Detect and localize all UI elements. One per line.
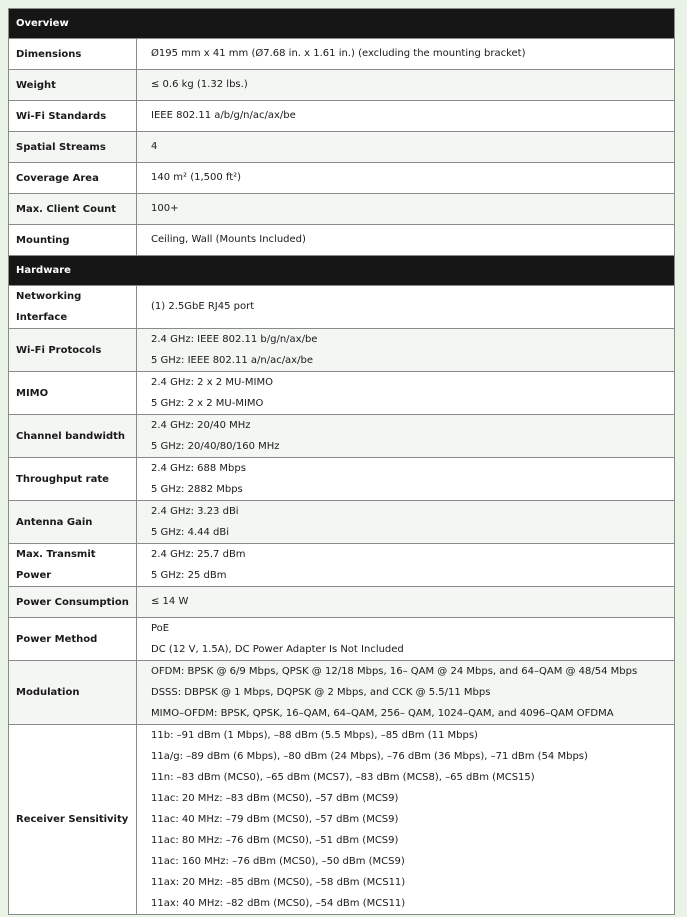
spec-label: Wi-Fi Protocols (9, 329, 137, 372)
spec-row-power-consumption (9, 587, 675, 618)
spec-value-line: ≤ 14 W (151, 596, 189, 607)
spec-value-line: 11ax: 20 MHz: –85 dBm (MCS0), –58 dBm (MCS11) (151, 877, 406, 888)
spec-label: Mounting (9, 225, 137, 256)
spec-row-power-method (9, 618, 675, 661)
spec-value-line: 11ac: 160 MHz: –76 dBm (MCS0), –50 dBm (MCS9) (151, 856, 405, 867)
spec-value-line: 11n: –83 dBm (MCS0), –65 dBm (MCS7), –83 dBm (MCS8), –65 dBm (MCS15) (151, 772, 535, 783)
spec-value-line: 5 GHz: 20/40/80/160 MHz (151, 441, 280, 452)
spec-value (137, 329, 675, 372)
spec-value-line: IEEE 802.11 a/b/g/n/ac/ax/be (151, 110, 296, 121)
spec-value-line: ≤ 0.6 kg (1.32 lbs.) (151, 79, 248, 90)
spec-value-line: 2.4 GHz: IEEE 802.11 b/g/n/ax/be (151, 334, 318, 345)
section-title: Hardware (9, 256, 675, 286)
spec-label: Spatial Streams (9, 132, 137, 163)
section-title: Overview (9, 9, 675, 39)
spec-row-throughput-rate (9, 458, 675, 501)
spec-label: Dimensions (9, 39, 137, 70)
spec-value (137, 39, 675, 70)
spec-value-line: (1) 2.5GbE RJ45 port (151, 301, 255, 312)
spec-value (137, 501, 675, 544)
spec-row-max-transmit-power (9, 544, 675, 587)
spec-value-line: DC (12 V, 1.5A), DC Power Adapter Is Not Included (151, 644, 404, 655)
spec-value-line: 2.4 GHz: 3.23 dBi (151, 506, 239, 517)
spec-value (137, 618, 675, 661)
spec-value-line: 11ax: 40 MHz: –82 dBm (MCS0), –54 dBm (MCS11) (151, 898, 406, 909)
spec-row-dimensions (9, 39, 675, 70)
section-header-hardware (9, 256, 675, 286)
spec-value-line: DSSS: DBPSK @ 1 Mbps, DQPSK @ 2 Mbps, and CCK @ 5.5/11 Mbps (151, 687, 491, 698)
spec-label: Wi-Fi Standards (9, 101, 137, 132)
spec-value-line: 11ac: 20 MHz: –83 dBm (MCS0), –57 dBm (MCS9) (151, 793, 399, 804)
spec-label: Throughput rate (9, 458, 137, 501)
spec-value-line: 11a/g: –89 dBm (6 Mbps), –80 dBm (24 Mbps), –76 dBm (36 Mbps), –71 dBm (54 Mbps) (151, 751, 588, 762)
spec-row-receiver-sensitivity (9, 725, 675, 915)
spec-value (137, 194, 675, 225)
spec-value (137, 661, 675, 725)
spec-row-weight (9, 70, 675, 101)
spec-value-line: 5 GHz: 2 x 2 MU-MIMO (151, 398, 264, 409)
spec-value-line: 11ac: 40 MHz: –79 dBm (MCS0), –57 dBm (MCS9) (151, 814, 399, 825)
spec-value (137, 132, 675, 163)
spec-label: Receiver Sensitivity (9, 725, 137, 915)
spec-label: Antenna Gain (9, 501, 137, 544)
spec-value-line: Ceiling, Wall (Mounts Included) (151, 234, 306, 245)
spec-label: Weight (9, 70, 137, 101)
spec-value (137, 587, 675, 618)
spec-row-wi-fi-protocols (9, 329, 675, 372)
spec-value-line: 11ac: 80 MHz: –76 dBm (MCS0), –51 dBm (MCS9) (151, 835, 399, 846)
spec-value-line: 100+ (151, 203, 179, 214)
spec-label: Power Method (9, 618, 137, 661)
spec-label: Max. Transmit Power (9, 544, 137, 587)
spec-value (137, 415, 675, 458)
spec-value (137, 458, 675, 501)
spec-value (137, 225, 675, 256)
spec-sheet (8, 8, 675, 915)
spec-value (137, 101, 675, 132)
spec-value-line: 5 GHz: 4.44 dBi (151, 527, 230, 538)
spec-row-channel-bandwidth (9, 415, 675, 458)
spec-value-line: 5 GHz: 2882 Mbps (151, 484, 243, 495)
spec-label: MIMO (9, 372, 137, 415)
spec-value (137, 286, 675, 329)
spec-row-mounting (9, 225, 675, 256)
spec-value-line: 2.4 GHz: 2 x 2 MU-MIMO (151, 377, 273, 388)
spec-table (8, 8, 675, 915)
spec-label: Networking Interface (9, 286, 137, 329)
spec-label: Modulation (9, 661, 137, 725)
spec-value-line: PoE (151, 623, 170, 634)
spec-value-line: 5 GHz: 25 dBm (151, 570, 227, 581)
spec-value-line: MIMO–OFDM: BPSK, QPSK, 16–QAM, 64–QAM, 256– QAM, 1024–QAM, and 4096–QAM OFDMA (151, 708, 614, 719)
spec-label: Channel bandwidth (9, 415, 137, 458)
spec-value-line: 5 GHz: IEEE 802.11 a/n/ac/ax/be (151, 355, 313, 366)
spec-value-line: 140 m² (1,500 ft²) (151, 172, 242, 183)
spec-label: Coverage Area (9, 163, 137, 194)
spec-row-max-client-count (9, 194, 675, 225)
spec-value (137, 725, 675, 915)
spec-value (137, 163, 675, 194)
spec-value-line: 2.4 GHz: 688 Mbps (151, 463, 246, 474)
spec-row-wi-fi-standards (9, 101, 675, 132)
spec-value-line: 4 (151, 141, 158, 152)
spec-label: Power Consumption (9, 587, 137, 618)
spec-row-spatial-streams (9, 132, 675, 163)
spec-row-networking-interface (9, 286, 675, 329)
spec-row-mimo (9, 372, 675, 415)
spec-label: Max. Client Count (9, 194, 137, 225)
spec-value-line: 2.4 GHz: 20/40 MHz (151, 420, 251, 431)
spec-value-line: 2.4 GHz: 25.7 dBm (151, 549, 246, 560)
spec-value (137, 372, 675, 415)
section-header-overview (9, 9, 675, 39)
spec-row-coverage-area (9, 163, 675, 194)
spec-row-antenna-gain (9, 501, 675, 544)
spec-value-line: OFDM: BPSK @ 6/9 Mbps, QPSK @ 12/18 Mbps, 16– QAM @ 24 Mbps, and 64–QAM @ 48/54 Mbps (151, 666, 638, 677)
spec-row-modulation (9, 661, 675, 725)
spec-value (137, 544, 675, 587)
spec-value (137, 70, 675, 101)
spec-value-line: Ø195 mm x 41 mm (Ø7.68 in. x 1.61 in.) (excluding the mounting bracket) (151, 48, 526, 59)
spec-value-line: 11b: –91 dBm (1 Mbps), –88 dBm (5.5 Mbps), –85 dBm (11 Mbps) (151, 730, 478, 741)
